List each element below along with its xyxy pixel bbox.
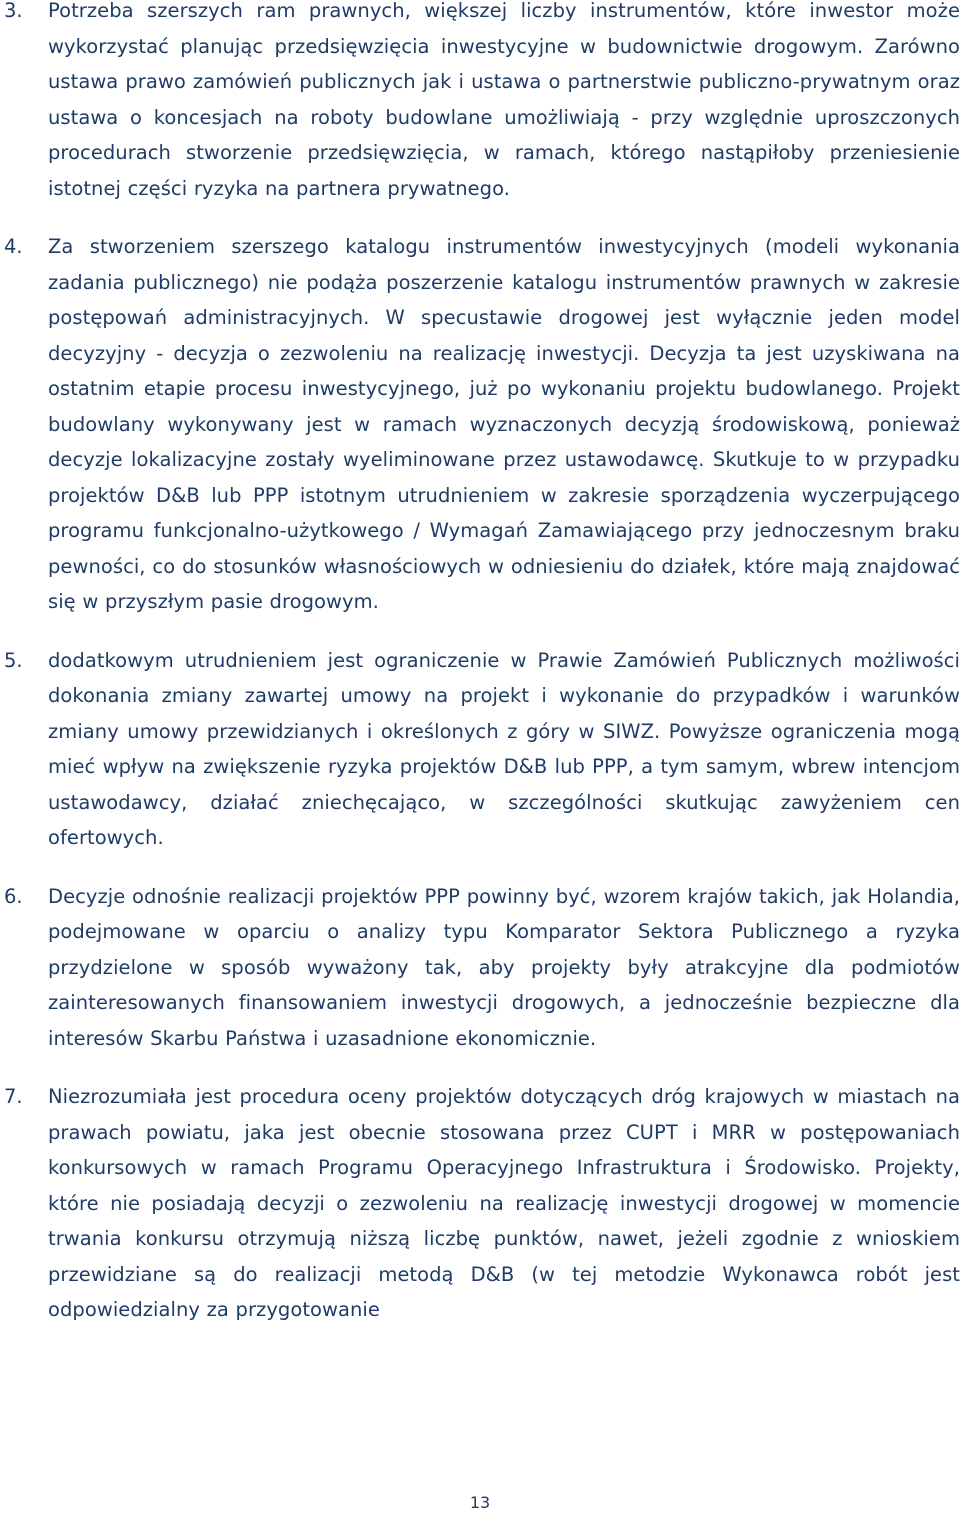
page-number: 13	[469, 1493, 491, 1512]
list-item-text: Niezrozumiała jest procedura oceny projektów dotyczących dróg krajowych w miastach na prawach powiatu, jaka jest obecnie stosowana przez CUPT i MRR w postępowaniach konkursowych w ramach Programu Operacyjnego Infrastruktura i Środowisko. Projekty, które nie posiadają decyzji o zezwoleniu na realizację inwestycji drogowej w momencie trwania konkursu otrzymują niższą liczbę punktów, nawet, jeżeli zgodnie z wnioskiem przewidziane są do realizacji metodą D&B (w tej metodzie Wykonawca robót jest odpowiedzialny za przygotowanie	[48, 1085, 960, 1321]
list-item-text: dodatkowym utrudnieniem jest ograniczenie w Prawie Zamówień Publicznych możliwości dokonania zmiany zawartej umowy na projekt i wykonanie do przypadków i warunków zmiany umowy przewidzianych i określonych z góry w SIWZ. Powyższe ograniczenia mogą mieć wpływ na zwiększenie ryzyka projektów D&B lub PPP, a tym samym, wbrew intencjom ustawodawcy, działać zniechęcająco, w szczególności skutkując zawyżeniem cen ofertowych.	[48, 648, 960, 849]
list-item-3	[0, 0, 960, 206]
list-item-number: 5.	[4, 648, 23, 672]
list-item-text: Decyzje odnośnie realizacji projektów PPP powinny być, wzorem krajów takich, jak Holandia, podejmowane w oparciu o analizy typu Komparator Sektora Publicznego a ryzyka przydzielone w sposób wyważony tak, aby projekty były atrakcyjne dla podmiotów zainteresowanych finansowaniem inwestycji drogowych, a jednocześnie bezpieczne dla interesów Skarbu Państwa i uzasadnione ekonomicznie.	[48, 884, 960, 1050]
list-item-4	[0, 229, 960, 620]
list-item-number: 7.	[4, 1085, 23, 1108]
list-item-text: Potrzeba szerszych ram prawnych, większej liczby instrumentów, które inwestor może wykorzystać planując przedsięwzięcia inwestycyjne w budownictwie drogowym. Zarówno ustawa prawo zamówień publicznych jak i ustawa o partnerstwie publiczno-prywatnym oraz ustawa o koncesjach na roboty budowlane umożliwiają - przy względnie uproszczonych procedurach stworzenie przedsięwzięcia, w ramach, którego nastąpiłoby przeniesienie istotnej części ryzyka na partnera prywatnego.	[48, 0, 960, 200]
list-item-5	[0, 643, 960, 856]
list-item-text: Za stworzeniem szerszego katalogu instrumentów inwestycyjnych (modeli wykonania zadania publicznego) nie podąża poszerzenie katalogu instrumentów prawnych w zakresie postępowań administracyjnych. W specustawie drogowej jest wyłącznie jeden model decyzyjny - decyzja o zezwoleniu na realizację inwestycji. Decyzja ta jest uzyskiwana na ostatnim etapie procesu inwestycyjnego, już po wykonaniu projektu budowlanego. Projekt budowlany wykonywany jest w ramach wyznaczonych decyzją środowiskową, ponieważ decyzje lokalizacyjne zostały wyeliminowane przez ustawodawcę. Skutkuje to w przypadku projektów D&B lub PPP istotnym utrudnieniem w zakresie sporządzenia wyczerpującego programu funkcjonalno-użytkowego / Wymagań Zamawiającego przy jednoczesnym braku pewności, co do stosunków własnościowych w odniesieniu do działek, które mają znajdować się w przyszłym pasie drogowym.	[48, 235, 960, 613]
list-item-6	[0, 879, 960, 1057]
list-item-number: 3.	[4, 0, 23, 22]
list-item-number: 6.	[4, 884, 23, 908]
list-item-7	[0, 1079, 960, 1328]
list-item-number: 4.	[4, 235, 23, 258]
